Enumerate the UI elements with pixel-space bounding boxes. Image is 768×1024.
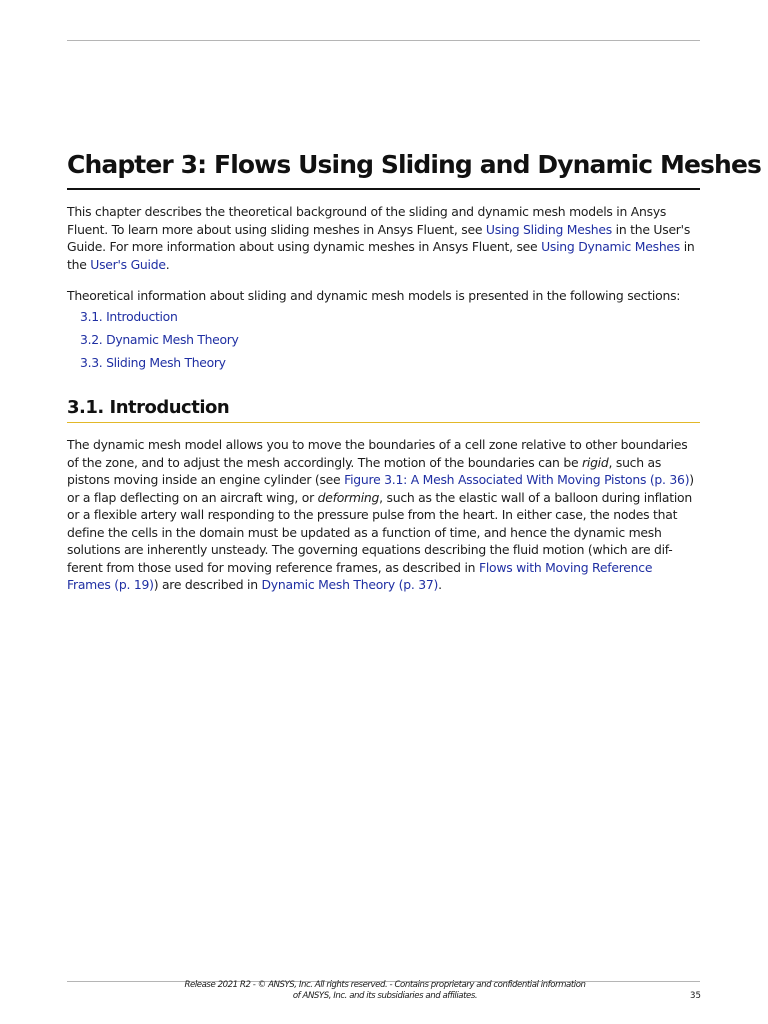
paragraph-line xyxy=(67,471,707,489)
paragraph-text: or a flap deflecting on an aircraft wing, or xyxy=(67,489,318,505)
paragraph-text: , such as the elastic wall of a balloon during inflation xyxy=(379,489,692,505)
paragraph-line xyxy=(67,559,707,577)
footer-copyright xyxy=(150,980,620,1002)
chapter-title: Chapter 3: Flows Using Sliding and Dynamic Meshes xyxy=(67,150,761,179)
page-number: 35 xyxy=(690,991,701,1001)
emphasis-rigid: rigid xyxy=(582,454,609,470)
intro-text-3: in the xyxy=(67,239,695,272)
paragraph-line xyxy=(67,576,707,594)
toc-link-introduction[interactable]: 3.1. Introduction xyxy=(80,309,178,324)
paragraph-text: ferent from those used for moving reference frames, as described in xyxy=(67,559,479,575)
paragraph-text: , such as xyxy=(608,454,662,470)
paragraph-text: of the zone, and to adjust the mesh accordingly. The motion of the boundaries can be xyxy=(67,454,583,470)
link-figure-3-1[interactable]: Figure 3.1: A Mesh Associated With Moving Pistons (p. 36) xyxy=(344,472,690,487)
paragraph-line: solutions are inherently unsteady. The governing equations describing the fluid motion (which are dif- xyxy=(67,542,673,557)
toc-item xyxy=(80,308,239,331)
link-flows-moving-reference-frames[interactable]: Flows with Moving Reference xyxy=(478,559,653,575)
paragraph-line: define the cells in the domain must be updated as a function of time, and hence the dynamic mesh xyxy=(67,524,662,540)
section-toc xyxy=(80,308,239,377)
paragraph-text: pistons moving inside an engine cylinder (see xyxy=(67,472,345,487)
section-title: 3.1. Introduction xyxy=(67,397,230,418)
paragraph-text: ) are described in xyxy=(153,577,262,592)
paragraph-line: or a flexible artery wall responding to the pressure pulse from the heart. In either case, the nodes that xyxy=(67,507,678,522)
link-using-sliding-meshes[interactable]: Using Sliding Meshes xyxy=(485,221,612,237)
intro-text-4: . xyxy=(165,256,170,272)
emphasis-deforming: deforming xyxy=(317,489,380,505)
footer-line: of ANSYS, Inc. and its subsidiaries and affiliates. xyxy=(292,991,478,1001)
link-flows-moving-reference-frames-cont[interactable]: Frames (p. 19) xyxy=(67,577,154,592)
section-title-rule xyxy=(67,422,700,423)
link-dynamic-mesh-theory[interactable]: Dynamic Mesh Theory (p. 37) xyxy=(261,577,439,592)
section-paragraph xyxy=(67,436,707,594)
toc-item xyxy=(80,354,239,377)
toc-link-sliding-mesh-theory[interactable]: 3.3. Sliding Mesh Theory xyxy=(80,355,226,370)
toc-item xyxy=(80,331,239,354)
paragraph-text: ) xyxy=(689,472,694,487)
footer-line: Release 2021 R2 - © ANSYS, Inc. All rights reserved. - Contains proprietary and confidential information xyxy=(184,980,586,990)
link-using-dynamic-meshes[interactable]: Using Dynamic Meshes xyxy=(541,239,681,254)
paragraph-text: . xyxy=(438,577,442,592)
paragraph-line xyxy=(67,489,707,507)
paragraph-line: The dynamic mesh model allows you to move the boundaries of a cell zone relative to other boundaries xyxy=(67,437,688,452)
intro-text-2: in the User's Guide. For more information about using dynamic meshes in Ansys Fluent, see xyxy=(67,221,691,254)
header-rule xyxy=(67,40,700,41)
intro-paragraph xyxy=(67,203,707,273)
paragraph-line xyxy=(67,454,707,472)
sections-intro-paragraph: Theoretical information about sliding and dynamic mesh models is presented in the following sections: xyxy=(67,288,681,303)
link-users-guide[interactable]: User's Guide xyxy=(90,256,166,272)
toc-link-dynamic-mesh-theory[interactable]: 3.2. Dynamic Mesh Theory xyxy=(80,332,239,347)
intro-text-1: This chapter describes the theoretical background of the sliding and dynamic mesh models in Ansys Fluent. To learn more about using sliding meshes in Ansys Fluent, see xyxy=(67,204,667,237)
chapter-title-rule xyxy=(67,188,700,190)
